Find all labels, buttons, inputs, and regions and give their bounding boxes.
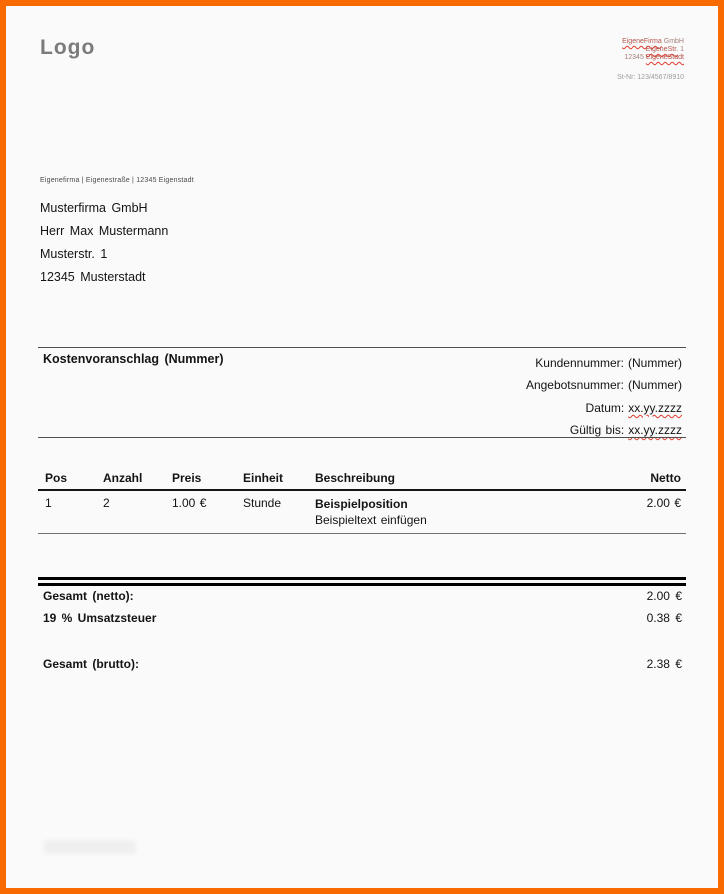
company-name: EigeneFirma [622, 38, 662, 45]
column-header-beschreibung: Beschreibung [315, 471, 596, 490]
offer-number-label: Angebotsnummer: [525, 378, 624, 393]
table-header-row [38, 471, 686, 490]
company-name-suffix: GmbH [663, 38, 684, 45]
column-header-preis: Preis [172, 471, 243, 490]
offer-number-row [526, 374, 682, 396]
total-gross-label: Gesamt (brutto): [43, 657, 139, 671]
total-net-label: Gesamt (netto): [43, 589, 134, 603]
column-header-anzahl: Anzahl [103, 471, 172, 490]
total-gross-value: 2.38 € [646, 657, 682, 671]
company-street-line [617, 46, 684, 54]
logo-text: Logo [40, 36, 96, 59]
company-address-block [617, 38, 684, 82]
valid-until-value: xx.yy.zzzz [628, 423, 682, 438]
cell-pos: 1 [38, 490, 103, 534]
table-row [38, 490, 686, 534]
column-header-pos: Pos [38, 471, 103, 490]
totals-double-rule-top [38, 577, 686, 580]
customer-number-label: Kundennummer: [535, 356, 624, 370]
line-items-table [38, 471, 686, 534]
description-title: Beispielposition [315, 497, 408, 511]
company-name-line [617, 38, 684, 46]
company-tax-id: St-Nr: 123/4567/8910 [617, 74, 684, 81]
company-zip: 12345 [624, 54, 644, 61]
totals-double-rule-bottom [38, 583, 686, 586]
document-title: Kostenvoranschlag (Nummer) [43, 352, 224, 366]
recipient-street: Musterstr. 1 [40, 247, 108, 261]
cell-description [315, 490, 596, 534]
total-net-value: 2.00 € [646, 589, 682, 603]
valid-until-label: Gültig bis: [569, 423, 625, 438]
company-street: EigeneStr. [645, 46, 679, 53]
cell-price: 1.00 € [172, 490, 243, 534]
valid-until-row [570, 419, 682, 441]
total-tax-row [43, 611, 682, 625]
company-city: EigeneStadt [645, 54, 684, 61]
recipient-address-block [40, 197, 168, 289]
sender-return-address-line: Eigenefirma | Eigenestraße | 12345 Eigenstadt [40, 177, 194, 184]
description-text: Beispieltext einfügen [315, 513, 427, 527]
column-header-einheit: Einheit [243, 471, 315, 490]
column-header-netto: Netto [596, 471, 686, 490]
total-net-row [43, 589, 682, 603]
watermark [44, 840, 136, 854]
document-info-block [526, 352, 682, 442]
recipient-contact: Herr Max Mustermann [40, 224, 169, 238]
customer-number-row [535, 352, 682, 374]
recipient-city: 12345 Musterstadt [40, 270, 146, 284]
total-gross-row [43, 657, 682, 671]
total-tax-value: 0.38 € [646, 611, 682, 625]
cell-quantity: 2 [103, 490, 172, 534]
total-tax-label: 19 % Umsatzsteuer [43, 611, 157, 625]
recipient-company: Musterfirma GmbH [40, 201, 148, 215]
divider-under-info [38, 437, 686, 438]
cell-unit: Stunde [243, 490, 315, 534]
date-row [586, 397, 682, 419]
offer-number-value: (Nummer) [628, 378, 682, 393]
divider-top [38, 347, 686, 348]
customer-number-value: (Nummer) [628, 356, 682, 370]
company-street-number: 1 [680, 46, 684, 53]
company-city-line [617, 54, 684, 62]
date-value: xx.yy.zzzz [628, 400, 682, 415]
date-label: Datum: [585, 400, 625, 415]
cell-net: 2.00 € [596, 490, 686, 534]
